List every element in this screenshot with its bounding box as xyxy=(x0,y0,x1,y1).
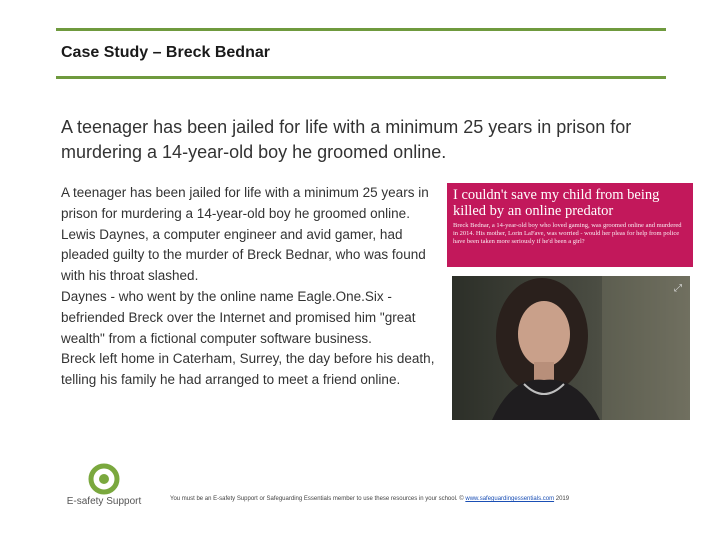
bottom-divider xyxy=(56,76,666,79)
paragraph: Breck left home in Caterham, Surrey, the day before his death, telling his family he had arranged to meet a friend online. xyxy=(61,351,435,388)
article-photo xyxy=(452,276,690,420)
article-headline: I couldn't save my child from being killed by an online predator xyxy=(453,187,660,219)
portrait-image xyxy=(452,276,690,420)
article-subtext: Breck Bednar, a 14-year-old boy who loved gaming, was groomed online and murdered in 2014. His mother, Lorin LaFave, was worried - would her pleas for help from police have been taken more seriously if he'd been a girl? xyxy=(453,222,682,245)
expand-icon[interactable]: ⤢ xyxy=(674,283,682,294)
footer-year: 2019 xyxy=(554,496,570,502)
esafety-logo xyxy=(58,462,150,514)
paragraph: Lewis Daynes, a computer engineer and avid gamer, had pleaded guilty to the murder of Breck Bednar, who was found with his throat slashed. xyxy=(61,226,426,284)
body-text xyxy=(61,183,451,391)
logo-mark-icon xyxy=(58,462,150,496)
paragraph: A teenager has been jailed for life with a minimum 25 years in prison for murdering a 14-year-old boy he groomed online. xyxy=(61,185,429,221)
footer-notice xyxy=(170,496,670,502)
top-divider xyxy=(56,28,666,31)
slide-title: Case Study – Breck Bednar xyxy=(61,44,270,61)
footer-link[interactable]: www.safeguardingessentials.com xyxy=(465,496,555,502)
paragraph: Daynes - who went by the online name Eagle.One.Six - befriended Breck over the Internet and promised him "great wealth" from a fictional computer software business. xyxy=(61,288,416,346)
headline: A teenager has been jailed for life with a minimum 25 years in prison for murdering a 14-year-old boy he groomed online. xyxy=(61,117,632,162)
footer-text: You must be an E-safety Support or Safeguarding Essentials member to use these resources in your school. © xyxy=(170,496,466,502)
article-banner xyxy=(447,183,693,267)
logo-text: E-safety Support xyxy=(66,496,142,507)
